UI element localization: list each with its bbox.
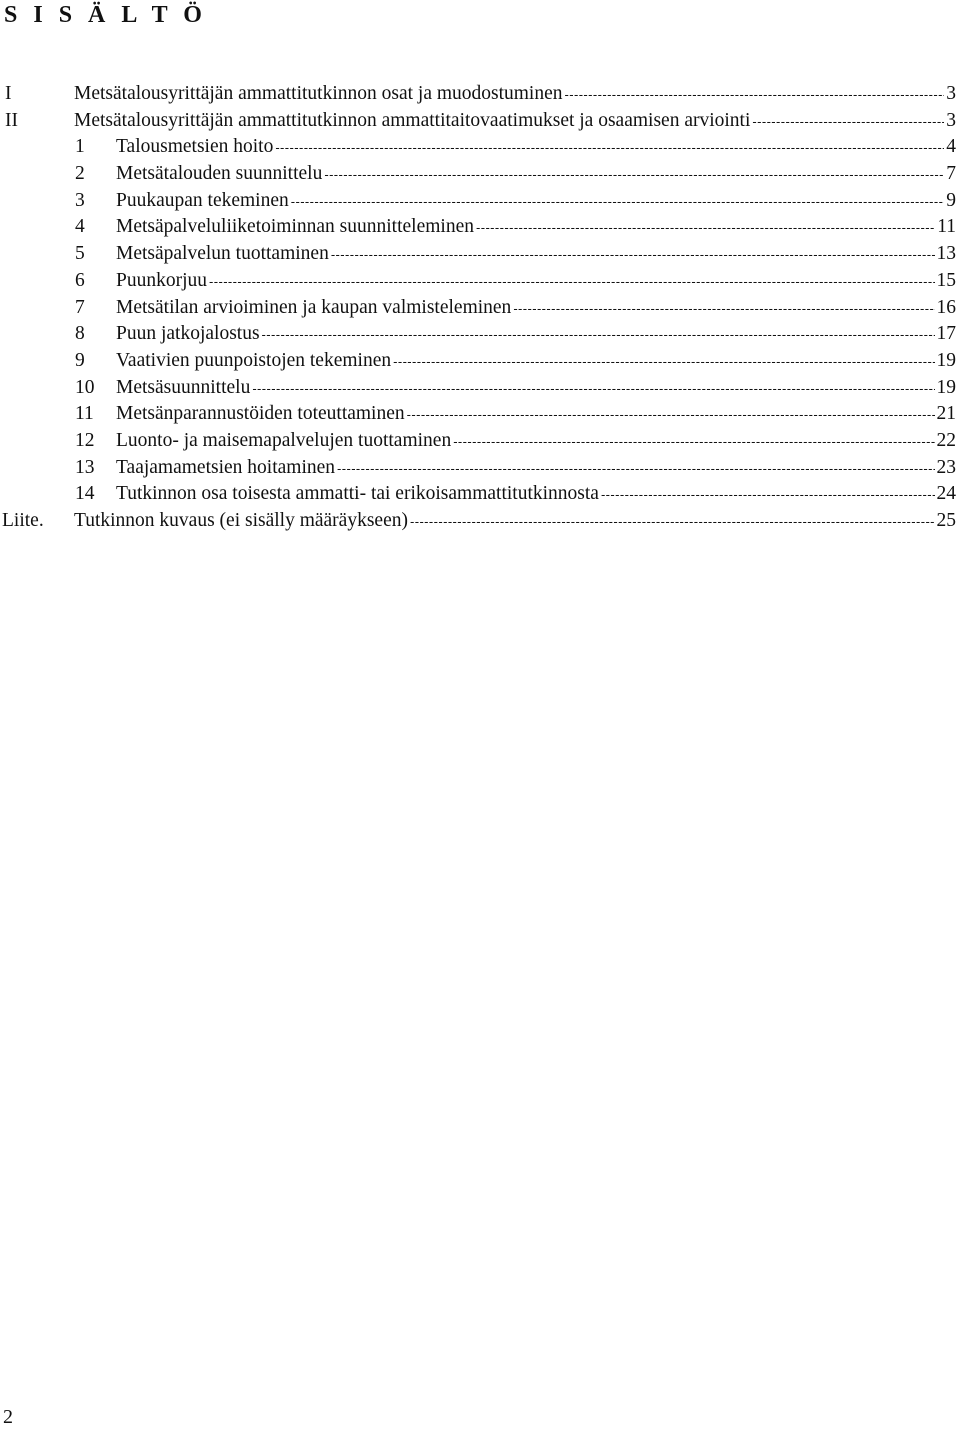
- toc-entry: [0, 295, 960, 322]
- toc-entry-line: [116, 321, 956, 349]
- toc-entry-number: 14: [75, 483, 95, 505]
- dash-leader: [407, 402, 935, 429]
- dash-leader: [393, 349, 934, 376]
- toc-entry-line: [116, 188, 956, 216]
- dash-leader: [601, 482, 935, 509]
- toc-entry-line: [74, 81, 956, 109]
- toc-entry: [0, 268, 960, 295]
- toc-entry: [0, 428, 960, 455]
- toc-entry-page: 3: [946, 109, 956, 131]
- toc-entry-line: [116, 455, 956, 483]
- toc-entry-title: Puukaupan tekeminen: [116, 189, 289, 211]
- toc-entry-page: 19: [936, 349, 956, 371]
- toc-entry-number: 7: [75, 296, 85, 318]
- toc-entry: [0, 241, 960, 268]
- dash-leader: [291, 189, 945, 216]
- toc-entry: [0, 188, 960, 215]
- toc-entry-page: 24: [936, 483, 956, 505]
- table-of-contents: [0, 81, 960, 535]
- toc-entry-number: Liite.: [2, 510, 44, 531]
- toc-entry: [0, 401, 960, 428]
- toc-entry-line: [116, 134, 956, 162]
- dash-leader: [453, 429, 934, 456]
- toc-entry: [0, 161, 960, 188]
- toc-entry-line: [116, 375, 956, 403]
- toc-heading: S I S Ä L T Ö: [4, 2, 207, 28]
- toc-entry-page: 22: [936, 429, 956, 451]
- toc-entry-page: 9: [946, 189, 956, 211]
- toc-entry-title: Vaativien puunpoistojen tekeminen: [116, 349, 392, 371]
- toc-entry-page: 16: [936, 296, 956, 318]
- dash-leader: [337, 456, 934, 483]
- toc-entry-title: Luonto- ja maisemapalvelujen tuottaminen: [116, 429, 452, 451]
- toc-entry-number: 13: [75, 456, 95, 478]
- toc-entry: [0, 134, 960, 161]
- toc-entry-page: 17: [936, 323, 956, 345]
- toc-entry-page: 21: [936, 403, 956, 425]
- toc-entry-page: 23: [936, 456, 956, 478]
- toc-entry-number: 12: [75, 429, 95, 451]
- toc-entry-number: 2: [75, 163, 85, 185]
- toc-entry-title: Talousmetsien hoito: [116, 136, 274, 158]
- toc-entry-title: Tutkinnon kuvaus (ei sisälly määräykseen): [74, 510, 408, 531]
- toc-entry-line: [116, 161, 956, 189]
- toc-entry: [0, 481, 960, 508]
- dash-leader: [209, 269, 934, 296]
- toc-entry-line: [116, 241, 956, 269]
- toc-entry-number: I: [5, 83, 12, 104]
- toc-entry-line: [74, 508, 956, 536]
- dash-leader: [275, 135, 944, 162]
- toc-entry-page: 11: [937, 216, 956, 238]
- toc-entry-line: [116, 214, 956, 242]
- toc-entry-number: 4: [75, 216, 85, 238]
- toc-entry-number: 5: [75, 243, 85, 265]
- toc-entry-number: 9: [75, 349, 85, 371]
- toc-entry: [0, 81, 960, 108]
- dash-leader: [252, 376, 934, 403]
- toc-entry-title: Metsätalousyrittäjän ammattitutkinnon ammattitaitovaatimukset ja osaamisen arviointi: [74, 109, 751, 131]
- toc-entry: [0, 321, 960, 348]
- toc-entry: [0, 375, 960, 402]
- toc-entry-title: Metsätalousyrittäjän ammattitutkinnon osat ja muodostuminen: [74, 83, 563, 104]
- toc-entry-page: 19: [936, 376, 956, 398]
- toc-entry-title: Metsäpalveluliiketoiminnan suunnitteleminen: [116, 216, 474, 238]
- toc-entry: [0, 214, 960, 241]
- page-number: 2: [3, 1406, 13, 1428]
- toc-entry-number: 8: [75, 323, 85, 345]
- toc-entry-title: Puunkorjuu: [116, 269, 208, 291]
- toc-entry-title: Tutkinnon osa toisesta ammatti- tai erikoisammattitutkinnosta: [116, 483, 599, 505]
- toc-entry-number: 11: [75, 403, 94, 425]
- toc-entry-number: 1: [75, 136, 85, 158]
- dash-leader: [410, 509, 935, 536]
- toc-entry-title: Metsäpalvelun tuottaminen: [116, 243, 329, 265]
- dash-leader: [513, 296, 934, 323]
- toc-entry-title: Puun jatkojalostus: [116, 323, 260, 345]
- toc-entry: [0, 348, 960, 375]
- toc-entry: [0, 108, 960, 135]
- dash-leader: [262, 322, 935, 349]
- toc-entry-line: [116, 348, 956, 376]
- toc-entry-page: 4: [946, 136, 956, 158]
- toc-entry-number: 3: [75, 189, 85, 211]
- dash-leader: [324, 162, 944, 189]
- dash-leader: [752, 109, 944, 136]
- toc-entry-page: 15: [936, 269, 956, 291]
- toc-entry-number: 6: [75, 269, 85, 291]
- toc-entry-page: 3: [946, 83, 956, 104]
- toc-entry-title: Taajamametsien hoitaminen: [116, 456, 336, 478]
- dash-leader: [565, 82, 945, 109]
- dash-leader: [331, 242, 935, 269]
- toc-entry: [0, 455, 960, 482]
- toc-entry-line: [74, 108, 956, 136]
- toc-entry-title: Metsänparannustöiden toteuttaminen: [116, 403, 405, 425]
- toc-entry-line: [116, 295, 956, 323]
- toc-entry-page: 25: [936, 510, 956, 531]
- toc-entry: [0, 508, 960, 535]
- toc-entry-title: Metsäsuunnittelu: [116, 376, 251, 398]
- toc-entry-number: 10: [75, 376, 95, 398]
- toc-entry-page: 13: [936, 243, 956, 265]
- toc-entry-line: [116, 428, 956, 456]
- toc-entry-page: 7: [946, 163, 956, 185]
- toc-entry-line: [116, 481, 956, 509]
- toc-entry-number: II: [5, 109, 18, 131]
- toc-entry-line: [116, 268, 956, 296]
- toc-entry-line: [116, 401, 956, 429]
- toc-entry-title: Metsätalouden suunnittelu: [116, 163, 323, 185]
- dash-leader: [476, 215, 935, 242]
- toc-entry-title: Metsätilan arvioiminen ja kaupan valmisteleminen: [116, 296, 512, 318]
